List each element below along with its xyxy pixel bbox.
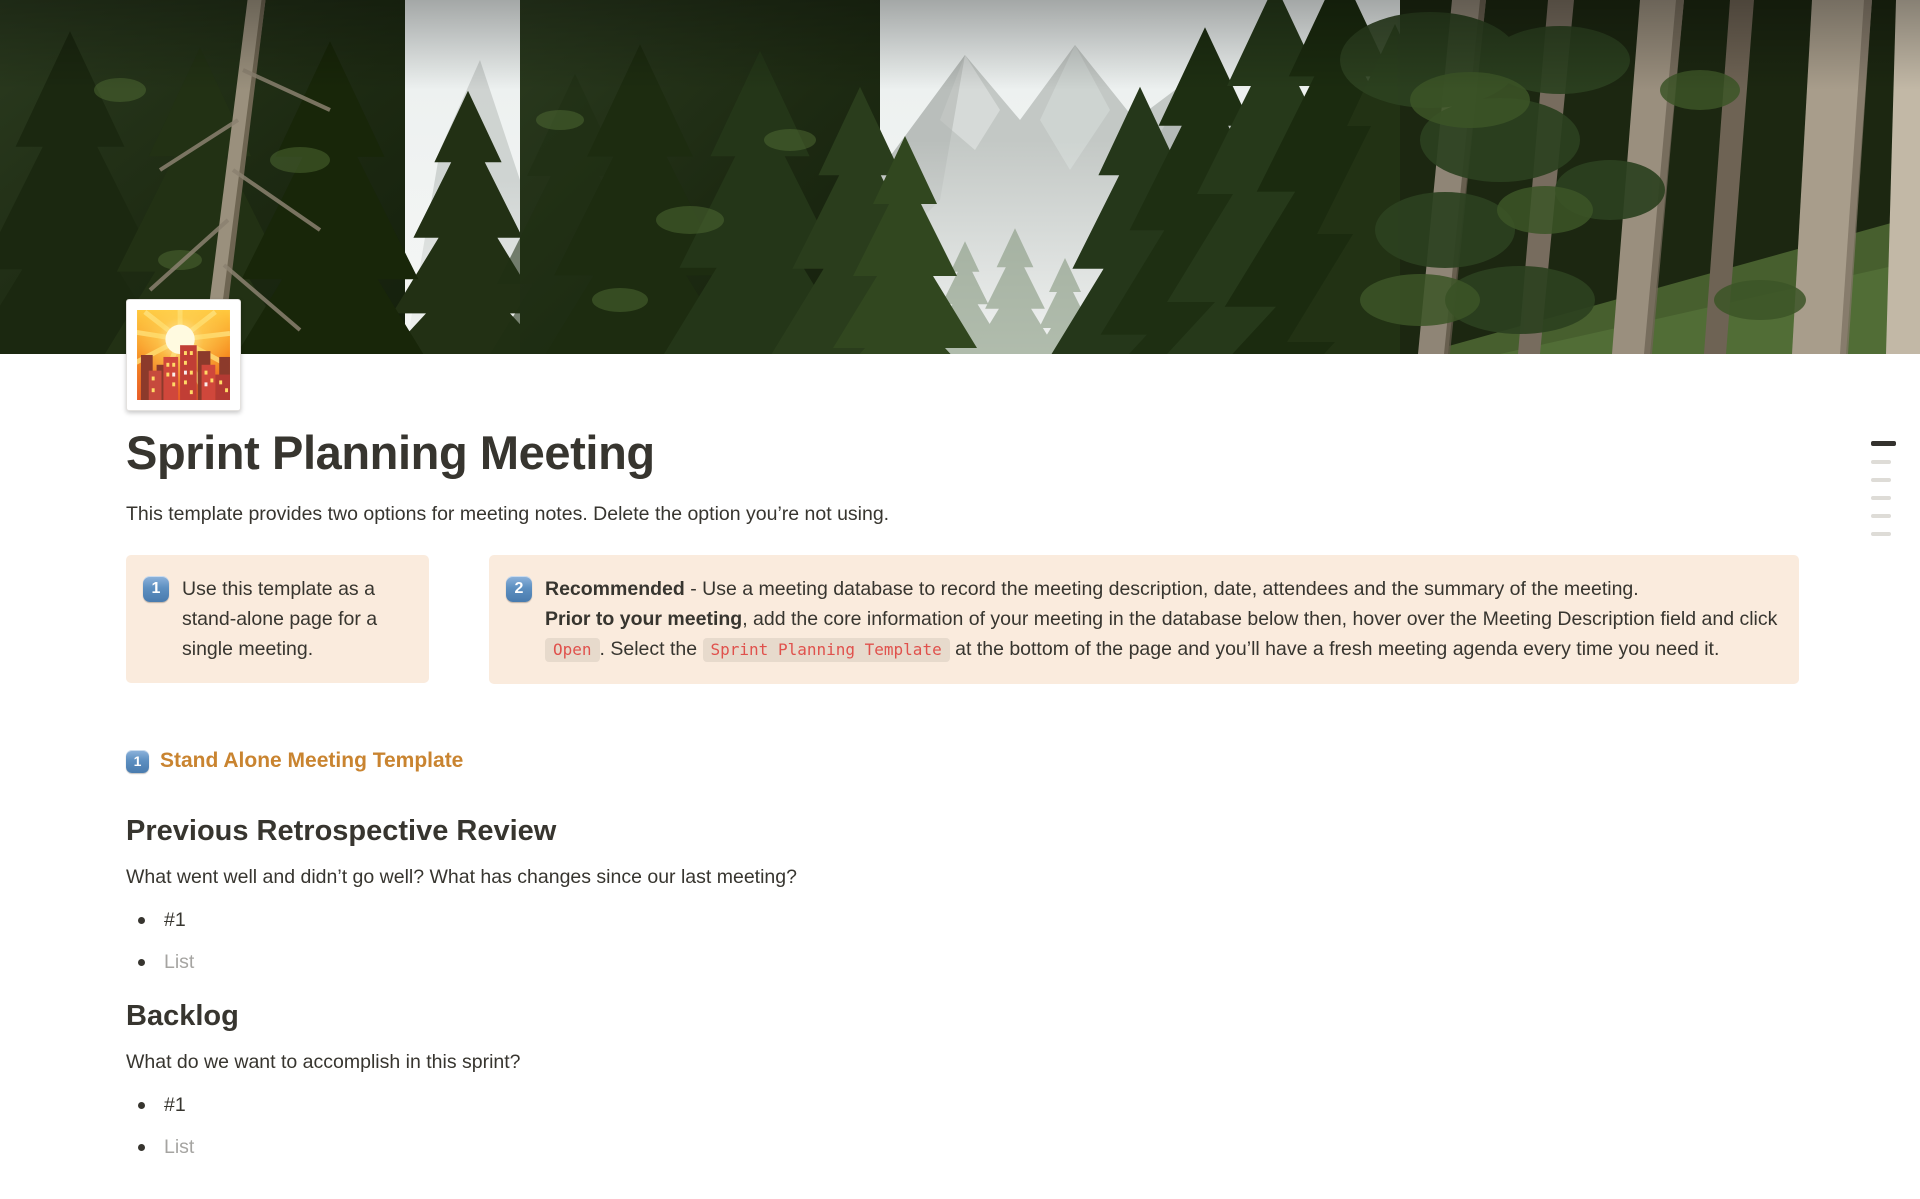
callout-1-text: Use this template as a stand-alone page for a single meeting. <box>182 578 378 661</box>
page-body <box>126 0 1795 1162</box>
list-item[interactable] <box>126 1132 1795 1162</box>
heading-previous-retrospective-review[interactable]: Previous Retrospective Review <box>126 815 557 848</box>
bullet-dot-icon <box>138 959 145 966</box>
list-item[interactable] <box>126 1090 1795 1120</box>
toc-line-active[interactable] <box>1871 441 1896 446</box>
retro-question[interactable]: What went well and didn’t go well? What has changes since our last meeting? <box>126 866 797 889</box>
page-icon[interactable] <box>126 299 241 411</box>
callout-2-seg: . Select the <box>599 638 703 661</box>
bullet-dot-icon <box>138 1102 145 1109</box>
toc-line[interactable] <box>1871 514 1891 518</box>
column-left <box>126 555 429 683</box>
callout-2-seg: , add the core information of your meeting in the database below then, hover over the Meeting Description field and click <box>742 608 1778 631</box>
two-column-block <box>126 555 1795 684</box>
list-item[interactable] <box>126 947 1795 977</box>
page-title[interactable]: Sprint Planning Meeting <box>126 426 655 479</box>
stand-alone-template-link[interactable] <box>126 749 463 773</box>
list-item-placeholder: List <box>164 950 195 973</box>
toc-line[interactable] <box>1871 532 1891 536</box>
keycap-1-icon: 1 <box>126 750 149 773</box>
column-right <box>489 555 1799 684</box>
heading-backlog[interactable]: Backlog <box>126 1000 239 1033</box>
stand-alone-template-link-label: Stand Alone Meeting Template <box>160 749 464 773</box>
callout-2-text <box>545 574 1779 665</box>
callout-2-seg: - Use a meeting database to record the meeting description, date, attendees and the summary of the meeting. <box>684 578 1639 601</box>
prior-label: Prior to your meeting <box>545 608 743 631</box>
sunset-over-buildings-icon <box>137 310 230 400</box>
backlog-question[interactable]: What do we want to accomplish in this sprint? <box>126 1051 521 1074</box>
callout-2-seg: at the bottom of the page and you’ll have a fresh meeting agenda every time you need it. <box>949 638 1720 661</box>
table-of-contents-rail <box>1871 441 1896 536</box>
page-description[interactable]: This template provides two options for meeting notes. Delete the option you’re not using. <box>126 502 890 525</box>
bullet-dot-icon <box>138 917 145 924</box>
list-item-text: #1 <box>164 1093 186 1116</box>
toc-line[interactable] <box>1871 460 1891 464</box>
callout-option-2[interactable] <box>489 555 1799 684</box>
open-code-chip: Open <box>545 638 600 662</box>
retro-bullet-list <box>126 905 1795 977</box>
list-item[interactable] <box>126 905 1795 935</box>
keycap-1-icon: 1 <box>143 576 169 602</box>
backlog-bullet-list <box>126 1090 1795 1162</box>
toc-line[interactable] <box>1871 478 1891 482</box>
bullet-dot-icon <box>138 1144 145 1151</box>
toc-line[interactable] <box>1871 496 1891 500</box>
sprint-template-code-chip: Sprint Planning Template <box>703 638 950 662</box>
callout-option-1[interactable] <box>126 555 429 683</box>
keycap-2-icon: 2 <box>506 576 532 602</box>
list-item-placeholder: List <box>164 1135 195 1158</box>
list-item-text: #1 <box>164 908 186 931</box>
recommended-label: Recommended <box>545 578 685 601</box>
